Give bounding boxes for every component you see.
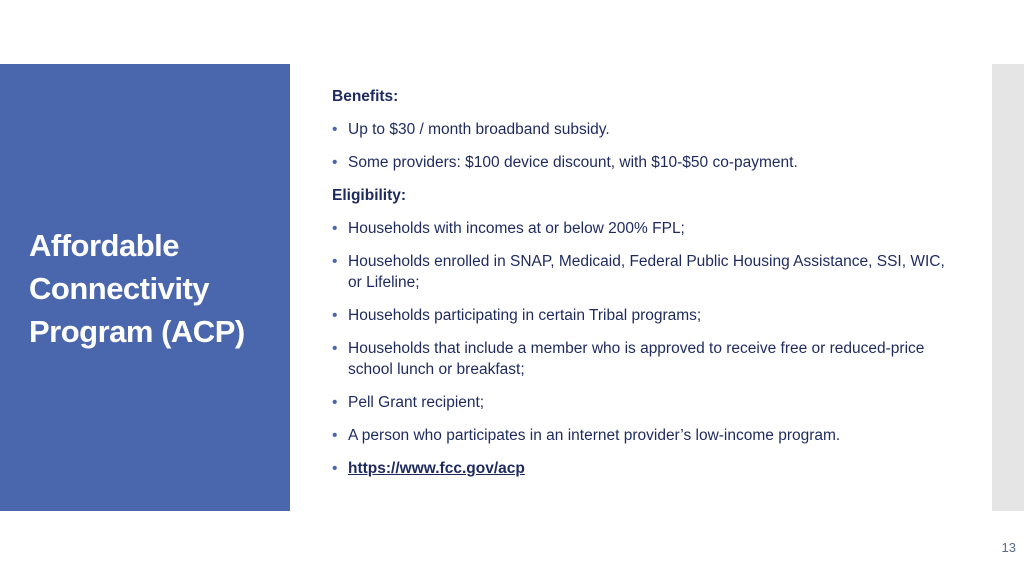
fcc-acp-link[interactable]: https://www.fcc.gov/acp: [348, 460, 525, 477]
eligibility-item-text: Households participating in certain Tribal programs;: [348, 307, 702, 324]
slide-title-line-3: Program (ACP): [29, 314, 245, 349]
page-number: 13: [1001, 540, 1016, 555]
eligibility-item-text: A person who participates in an internet provider’s low-income program.: [348, 427, 841, 444]
eligibility-item-text: Pell Grant recipient;: [348, 394, 485, 411]
benefits-item: [332, 119, 952, 140]
benefits-heading: Benefits:: [332, 88, 399, 105]
eligibility-item-text: Households that include a member who is approved to receive free or reduced-price school lunch or breakfast;: [348, 340, 925, 378]
bullet-icon: •: [332, 394, 338, 411]
benefits-item-text: Some providers: $100 device discount, with $10-$50 co-payment.: [348, 154, 798, 171]
bullet-icon: •: [332, 340, 338, 357]
bullet-icon: •: [332, 121, 338, 138]
slide-title-line-1: Affordable: [29, 228, 179, 263]
benefits-list: [332, 119, 952, 173]
eligibility-item-text: Households with incomes at or below 200% FPL;: [348, 220, 685, 237]
slide-content: [332, 86, 952, 491]
eligibility-link-item: [332, 458, 952, 479]
bullet-icon: •: [332, 253, 338, 270]
benefits-item-text: Up to $30 / month broadband subsidy.: [348, 121, 610, 138]
bullet-icon: •: [332, 220, 338, 237]
eligibility-item: [332, 218, 952, 239]
bullet-icon: •: [332, 460, 338, 477]
eligibility-item: [332, 425, 952, 446]
eligibility-item: [332, 338, 952, 380]
slide-title-line-2: Connectivity: [29, 271, 210, 306]
eligibility-heading: Eligibility:: [332, 187, 407, 204]
right-edge-strip: [992, 64, 1024, 511]
eligibility-list: [332, 218, 952, 479]
bullet-icon: •: [332, 154, 338, 171]
eligibility-item-text: Households enrolled in SNAP, Medicaid, Federal Public Housing Assistance, SSI, WIC, or Lifeline;: [348, 253, 945, 291]
slide-title: [29, 224, 279, 353]
bullet-icon: •: [332, 427, 338, 444]
eligibility-item: [332, 392, 952, 413]
eligibility-item: [332, 305, 952, 326]
eligibility-item: [332, 251, 952, 293]
benefits-item: [332, 152, 952, 173]
bullet-icon: •: [332, 307, 338, 324]
